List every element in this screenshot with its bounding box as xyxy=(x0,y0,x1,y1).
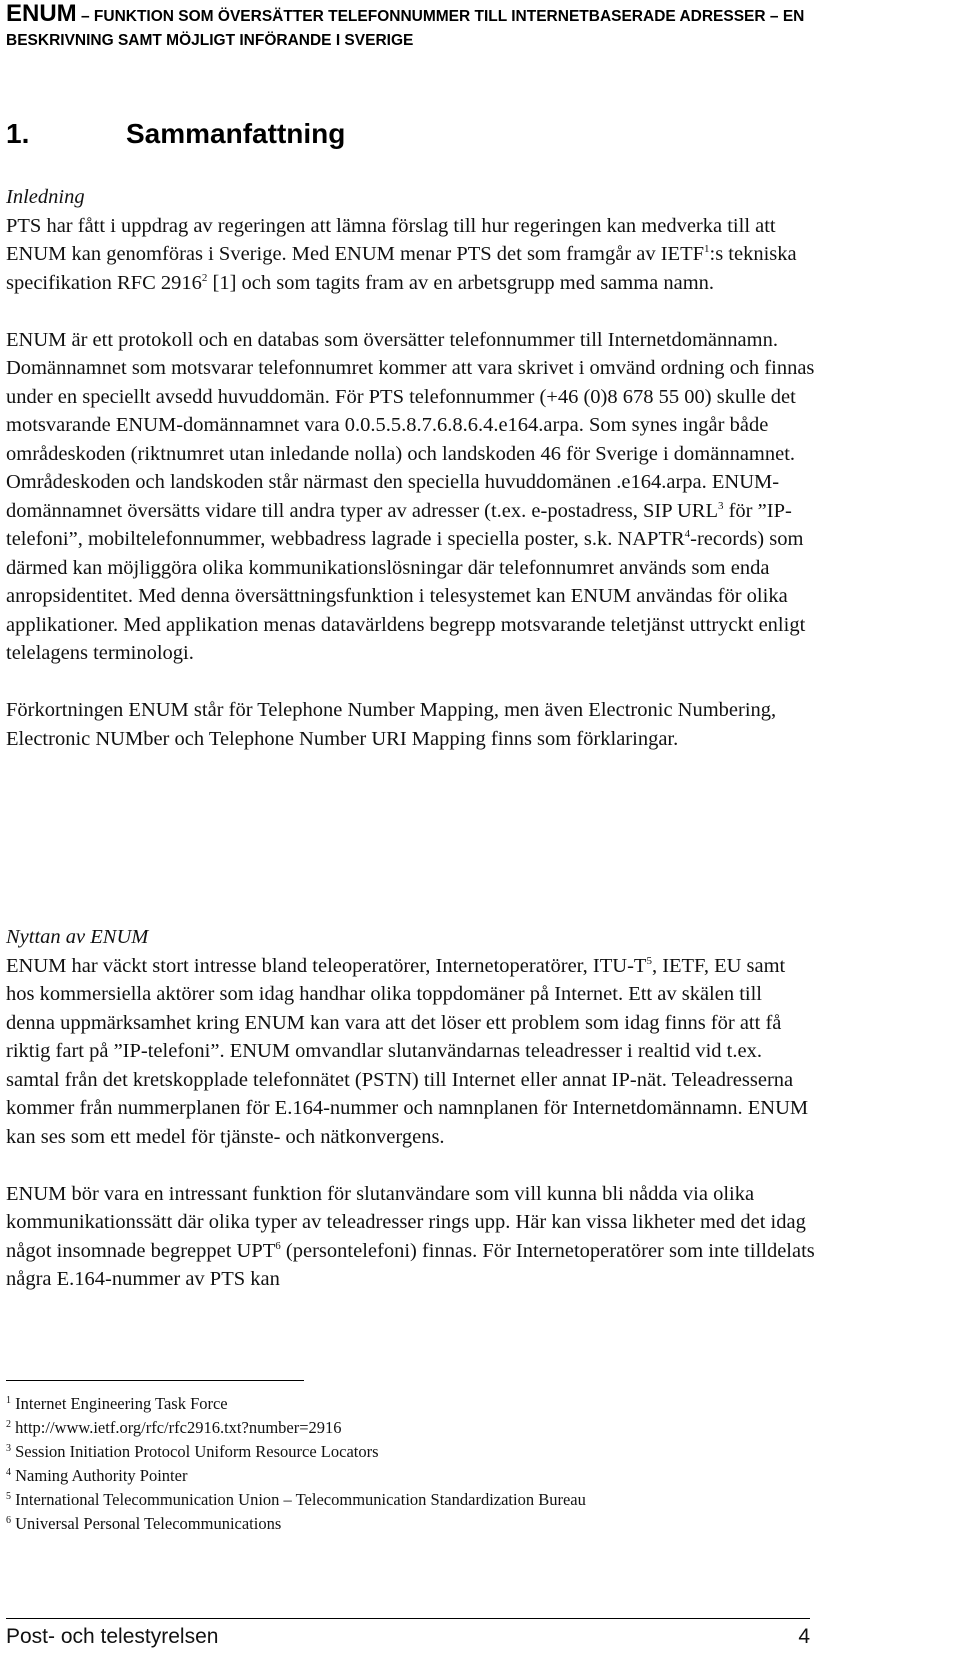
intro-paragraph-1: PTS har fått i uppdrag av regeringen att lämna förslag till hur regeringen kan medverka till att ENUM kan genomföras i Sverige. Med ENUM menar PTS det som framgår av IETF$^1$:s tekniska specifikation RFC 2916$^2$ [1] och som tagits fram av en arbetsgrupp med samma namn. xyxy=(6,214,797,294)
section-number: 1. xyxy=(6,118,30,149)
footer-divider xyxy=(6,1618,810,1619)
intro-paragraph-2: ENUM är ett protokoll och en databas som översätter telefonnummer till Internetdomännamn. Domännamnet som motsvarar telefonnumret kommer att vara skrivet i omvänd ordning och finnas under en speciellt avsedd huvuddomän. För PTS telefonnummer (+46 (0)8 678 55 00) skulle det motsvarande ENUM-domännamnet vara 0.0.5.5.8.7.6.8.6.4.e164.arpa. Som synes ingår både områdeskoden (riktnumret utan inledande nolla) och landskoden 46 för Sverige i domännamnet. Områdeskoden och landskoden står närmast den speciella huvuddomänen .e164.arpa. ENUM-domännamnet översätts vidare till andra typer av adresser (t.ex. e-postadress, SIP URL$^3$ för ”IP-telefoni”, mobiltelefonnummer, webbadress lagrade i speciella poster, s.k. NAPTR$^4$-records) som därmed kan möjliggöra olika kommunikationslösningar där telefonnumret används som enda anropsidentitet. Med denna översättningsfunktion i telesystemet kan ENUM användas för olika applikationer. Med applikation menas datavärldens begrepp motsvarande teletjänst uttryckt enligt telelagens terminologi. xyxy=(6,328,815,664)
benefit-section xyxy=(6,923,816,1294)
footnote: $^6$ Universal Personal Telecommunications xyxy=(6,1514,282,1533)
running-header xyxy=(6,0,946,51)
footnote-ref-6: 6 xyxy=(275,1239,281,1252)
page-footer xyxy=(6,1625,810,1649)
footnote: $^5$ International Telecommunication Union – Telecommunication Standardization Bureau xyxy=(6,1490,586,1509)
footnote: $^4$ Naming Authority Pointer xyxy=(6,1466,188,1485)
page-number: 4 xyxy=(798,1625,810,1648)
footnote: $^1$ Internet Engineering Task Force xyxy=(6,1394,228,1413)
benefit-heading: Nyttan av ENUM xyxy=(6,926,149,948)
header-line-1 xyxy=(6,0,946,27)
footnote-ref-5: 5 xyxy=(646,954,652,967)
section-heading xyxy=(6,118,345,150)
footnote-ref-1: 1 xyxy=(704,243,710,255)
intro-heading: Inledning xyxy=(6,186,85,208)
footnote-ref-4: 4 xyxy=(684,528,691,540)
footnote-ref-2: 2 xyxy=(201,271,208,284)
footnotes xyxy=(6,1392,586,1536)
benefit-paragraph-2: ENUM bör vara en intressant funktion för slutanvändare som vill kunna bli nådda via olika kommunikationssätt där olika typer av teleadresser rings upp. Här kan vissa likheter med det idag något insomnade begreppet UPT$^6$ (persontelefoni) finnas. För Internetoperatörer som inte tilldelats några E.164-nummer av PTS kan xyxy=(6,1182,815,1290)
header-line-2: BESKRIVNING SAMT MÖJLIGT INFÖRANDE I SVERIGE xyxy=(6,32,414,49)
footnote: $^2$ http://www.ietf.org/rfc/rfc2916.txt?number=2916 xyxy=(6,1418,342,1437)
intro-section xyxy=(6,183,816,753)
header-title-rest: – FUNKTION SOM ÖVERSÄTTER TELEFONNUMMER TILL INTERNETBASERADE ADRESSER – EN xyxy=(76,8,805,25)
header-title-main: ENUM xyxy=(6,0,77,27)
footnote: $^3$ Session Initiation Protocol Uniform Resource Locators xyxy=(6,1442,379,1461)
footer-organization: Post- och telestyrelsen xyxy=(6,1625,219,1648)
section-title: Sammanfattning xyxy=(126,118,346,149)
footnote-ref-3: 3 xyxy=(717,499,724,512)
benefit-paragraph-1: ENUM har väckt stort intresse bland teleoperatörer, Internetoperatörer, ITU-$T^5$, IETF, EU samt hos kommersiella aktörer som idag handhar olika toppdomäner på Internet. Ett av skälen till denna uppmärksamhet kring ENUM kan vara att det löser ett problem som idag finns för att få riktig fart på ”IP-telefoni”. ENUM omvandlar slutanvändarnas teleadresser i realtid vid t.ex. samtal från det kretskopplade telefonnätet (PSTN) till Internet eller annat IP-nät. Teleadresserna kommer från nummerplanen för E.164-nummer och namnplanen för Internetdomännamn. ENUM kan ses som ett medel för tjänste- och nätkonvergens. xyxy=(6,954,809,1148)
footnote-divider xyxy=(6,1380,304,1381)
intro-paragraph-3: Förkortningen ENUM står för Telephone Number Mapping, men även Electronic Numbering, Electronic NUMber och Telephone Number URI Mapping finns som förklaringar. xyxy=(6,699,777,750)
